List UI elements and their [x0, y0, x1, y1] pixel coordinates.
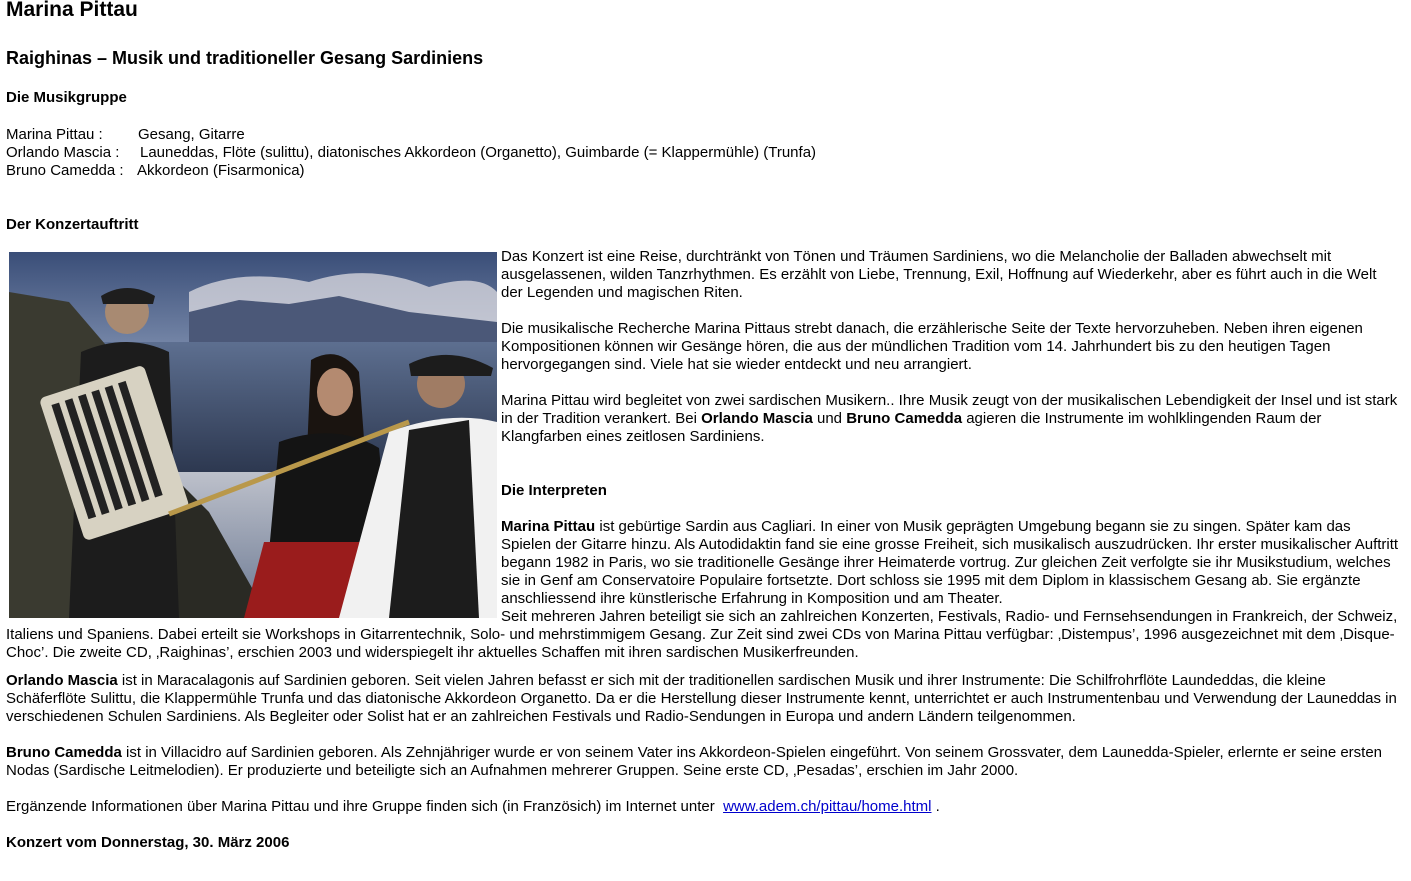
- section-heading-performers: Die Interpreten: [501, 482, 607, 499]
- article-body: [6, 248, 1401, 870]
- bio-text: ist gebürtige Sardin aus Cagliari. In einer von Musik geprägten Umgebung begann sie zu singen. Später kam das Spielen der Gitarre hinzu. Als Autodidaktin fand sie eine grosse Freiheit, sich musikalisch auszudrücken. Ihr erster musikalischer Auftritt begann 1982 in Paris, wo sie traditionelle Gesänge ihrer Heimaterde vortrug. Zur gleichen Zeit verfolgte sie ihr Musikstudium, welches sie in Genf am Conservatoire Populaire fortsetzte. Dort schloss sie 1995 mit dem Diplom in klassischem Gesang ab. Sie ergänzte anschliessend ihre künstlerische Erfahrung in Komposition und am Theater.: [501, 518, 1399, 607]
- text-run: Marina Pittau wird begleitet von zwei sardischen Musikern.. Ihre Musik zeugt von der musikalischen Lebendigkeit der Insel und ist stark in der Tradition verankert. Bei: [501, 392, 1398, 427]
- member-name: Orlando Mascia :: [6, 144, 120, 161]
- bio-text: ist in Villacidro auf Sardinien geboren. Als Zehnjähriger wurde er von seinem Vater ins Akkordeon-Spielen eingeführt. Von seinem Grossvater, dem Launedda-Spieler, erlernte er seine ersten Nodas (Sardische Leitmelodien). Er produzierte und beteiligte sich an Aufnahmen mehrerer Gruppen. Seine erste CD, ‚Pesadas’, erschien im Jahr 2000.: [6, 744, 1383, 779]
- band-photo-image: [9, 252, 497, 618]
- bio-name: Marina Pittau: [501, 518, 596, 535]
- subtitle: Raighinas – Musik und traditioneller Gesang Sardiniens: [6, 48, 484, 68]
- member-role: Akkordeon (Fisarmonica): [137, 162, 305, 179]
- member-name: Bruno Camedda :: [6, 162, 124, 179]
- member-row: [6, 126, 1405, 144]
- website-link[interactable]: www.adem.ch/pittau/home.html: [723, 798, 932, 815]
- name-bruno: Bruno Camedda: [846, 410, 963, 427]
- bio-name: Orlando Mascia: [6, 672, 118, 689]
- info-text: Ergänzende Informationen über Marina Pittau und ihre Gruppe finden sich (in Französich) im Internet unter: [6, 798, 724, 815]
- member-role: Gesang, Gitarre: [138, 126, 245, 143]
- info-after: .: [931, 798, 940, 815]
- info-paragraph: [6, 798, 1401, 816]
- section-heading-concert: Der Konzertauftritt: [6, 216, 139, 233]
- member-list: [6, 126, 1405, 180]
- section-heading-group: Die Musikgruppe: [6, 89, 127, 106]
- concert-paragraph: Die musikalische Recherche Marina Pittaus strebt danach, die erzählerische Seite der Texte hervorzuheben. Neben ihren eigenen Kompositionen können wir Gesänge hören, die aus der mündlichen Tradition vom 14. Jahrhundert bis zu den heutigen Tagen hervorgegangen sind. Viele hat sie wieder entdeckt und neu arrangiert.: [501, 320, 1363, 373]
- concert-paragraph: Das Konzert ist eine Reise, durchtränkt von Tönen und Träumen Sardiniens, wo die Melancholie der Balladen abwechselt mit ausgelassenen, wilden Tanzrhythmen. Es erzählt von Liebe, Trennung, Exil, Hoffnung auf Wiederkehr, aber es führt auch in die Welt der Legenden und magischen Riten.: [501, 248, 1377, 301]
- bio-name: Bruno Camedda: [6, 744, 122, 761]
- page-title: Marina Pittau: [6, 0, 138, 21]
- member-row: [6, 162, 1405, 180]
- text-run: agieren die Instrumente im wohlklingenden Raum der Klangfarben eines zeitlosen Sardiniens.: [501, 410, 1322, 445]
- band-photo: [9, 252, 497, 618]
- member-name: Marina Pittau :: [6, 126, 103, 143]
- name-orlando: Orlando Mascia: [701, 410, 813, 427]
- member-role: Launeddas, Flöte (sulittu), diatonisches Akkordeon (Organetto), Guimbarde (= Klappermühle) (Trunfa): [140, 144, 817, 161]
- text-run: und: [812, 410, 847, 427]
- bio-text: ist in Maracalagonis auf Sardinien geboren. Seit vielen Jahren befasst er sich mit der traditionellen sardischen Musik und ihrer Instrumente: Die Schilfrohrflöte Laundeddas, die kleine Schäferflöte Sulittu, die Klappermühle Trunfa und das diatonische Akkordeon Organetto. Da er die Herstellung dieser Instrumente kennt, unterrichtet er auch Instrumentenbau und Verwendung der Launeddas in verschiedenen Schulen Sardiniens. Als Begleiter oder Solist hat er an zahlreichen Festivals und Radio-Sendungen in Europa und andern Ländern teilgenommen.: [6, 672, 1397, 725]
- member-row: [6, 144, 1405, 162]
- concert-date: Konzert vom Donnerstag, 30. März 2006: [6, 834, 290, 851]
- bio-bruno: [6, 744, 1401, 780]
- bio-marina-continued: Seit mehreren Jahren beteiligt sie sich an zahlreichen Konzerten, Festivals, Radio- und Fernsehsendungen in Frankreich, der Schweiz, Italiens und Spaniens. Dabei erteilt sie Workshops in Gitarrentechnik, Solo- und mehrstimmigem Gesang. Zur Zeit sind zwei CDs von Marina Pittau verfügbar: ‚Distempus’, 1996 ausgezeichnet mit dem ‚Disque-Choc’. Die zweite CD, ‚Raighinas’, erschien 2003 und widerspiegelt ihr aktuelles Schaffen mit ihren sardischen Musikerfreunden.: [6, 608, 1398, 661]
- bio-orlando: [6, 672, 1401, 726]
